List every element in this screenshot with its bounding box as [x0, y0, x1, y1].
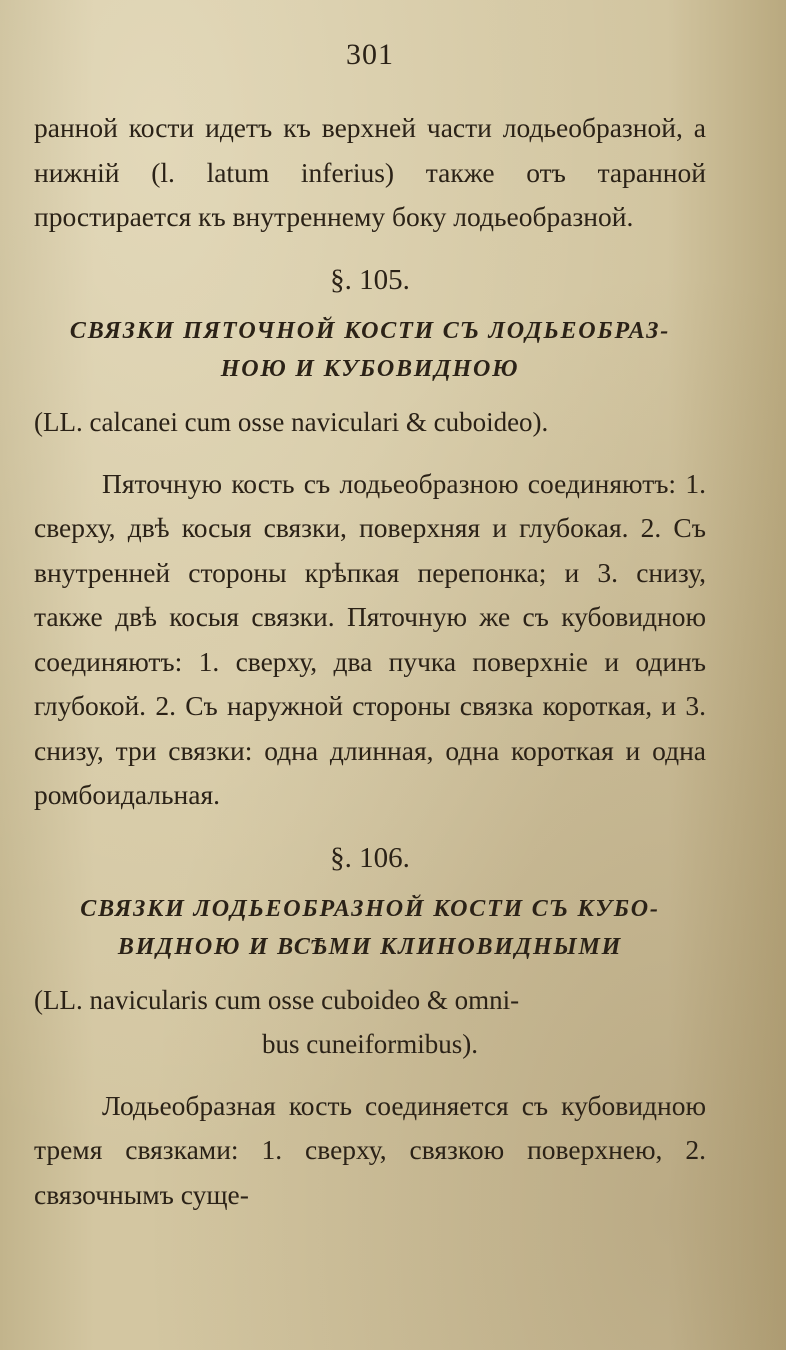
section-106-latin [34, 978, 706, 1066]
section-105-heading-line2: НОЮ И КУБОВИДНОЮ [220, 355, 520, 382]
section-105-body: Пяточную кость съ лодьеобразною соединяютъ: 1. сверху, двѣ косыя связки, поверхняя и глубокая. 2. Съ внутренней стороны крѣпкая перепонка; и 3. снизу, также двѣ косыя связки. Пяточную же съ кубовидною соединяютъ: 1. сверху, два пучка поверхніе и одинъ глубокой. 2. Съ наружной стороны связка короткая, и 3. снизу, три связки: одна длинная, одна короткая и одна ромбоидальная. [34, 467, 706, 810]
section-106-heading-line2: ВИДНОЮ И ВСѢМИ КЛИНОВИДНЫМИ [117, 933, 623, 960]
section-106-heading [34, 890, 706, 966]
section-106-latin-line2: bus cuneiformibus). [262, 1028, 478, 1059]
section-106-number: §. 106. [330, 841, 410, 874]
section-106-heading-line1: СВЯЗКИ ЛОДЬЕОБРАЗНОЙ КОСТИ СЪ КУБО- [80, 895, 660, 922]
paragraph-continuation: ранной кости идетъ къ верхней части лодьеобразной, а нижній (l. latum inferius) также отъ таранной простирается къ внутреннему боку лодьеобразной. [34, 112, 706, 232]
section-105-number: §. 105. [330, 263, 410, 296]
section-106-latin-line1: (LL. navicularis cum osse cuboideo & omni- [34, 984, 520, 1015]
section-105-latin: (LL. calcanei cum osse naviculari & cuboideo). [34, 406, 549, 437]
section-105-heading [34, 312, 706, 388]
section-106-body: Лодьеобразная кость соединяется съ кубовидною тремя связками: 1. сверху, связкою поверхнею, 2. связочнымъ суще- [34, 1089, 706, 1210]
page-number: 301 [346, 38, 394, 71]
section-105-heading-line1: СВЯЗКИ ПЯТОЧНОЙ КОСТИ СЪ ЛОДЬЕОБРАЗ- [69, 317, 671, 344]
page-text [34, 106, 706, 1217]
